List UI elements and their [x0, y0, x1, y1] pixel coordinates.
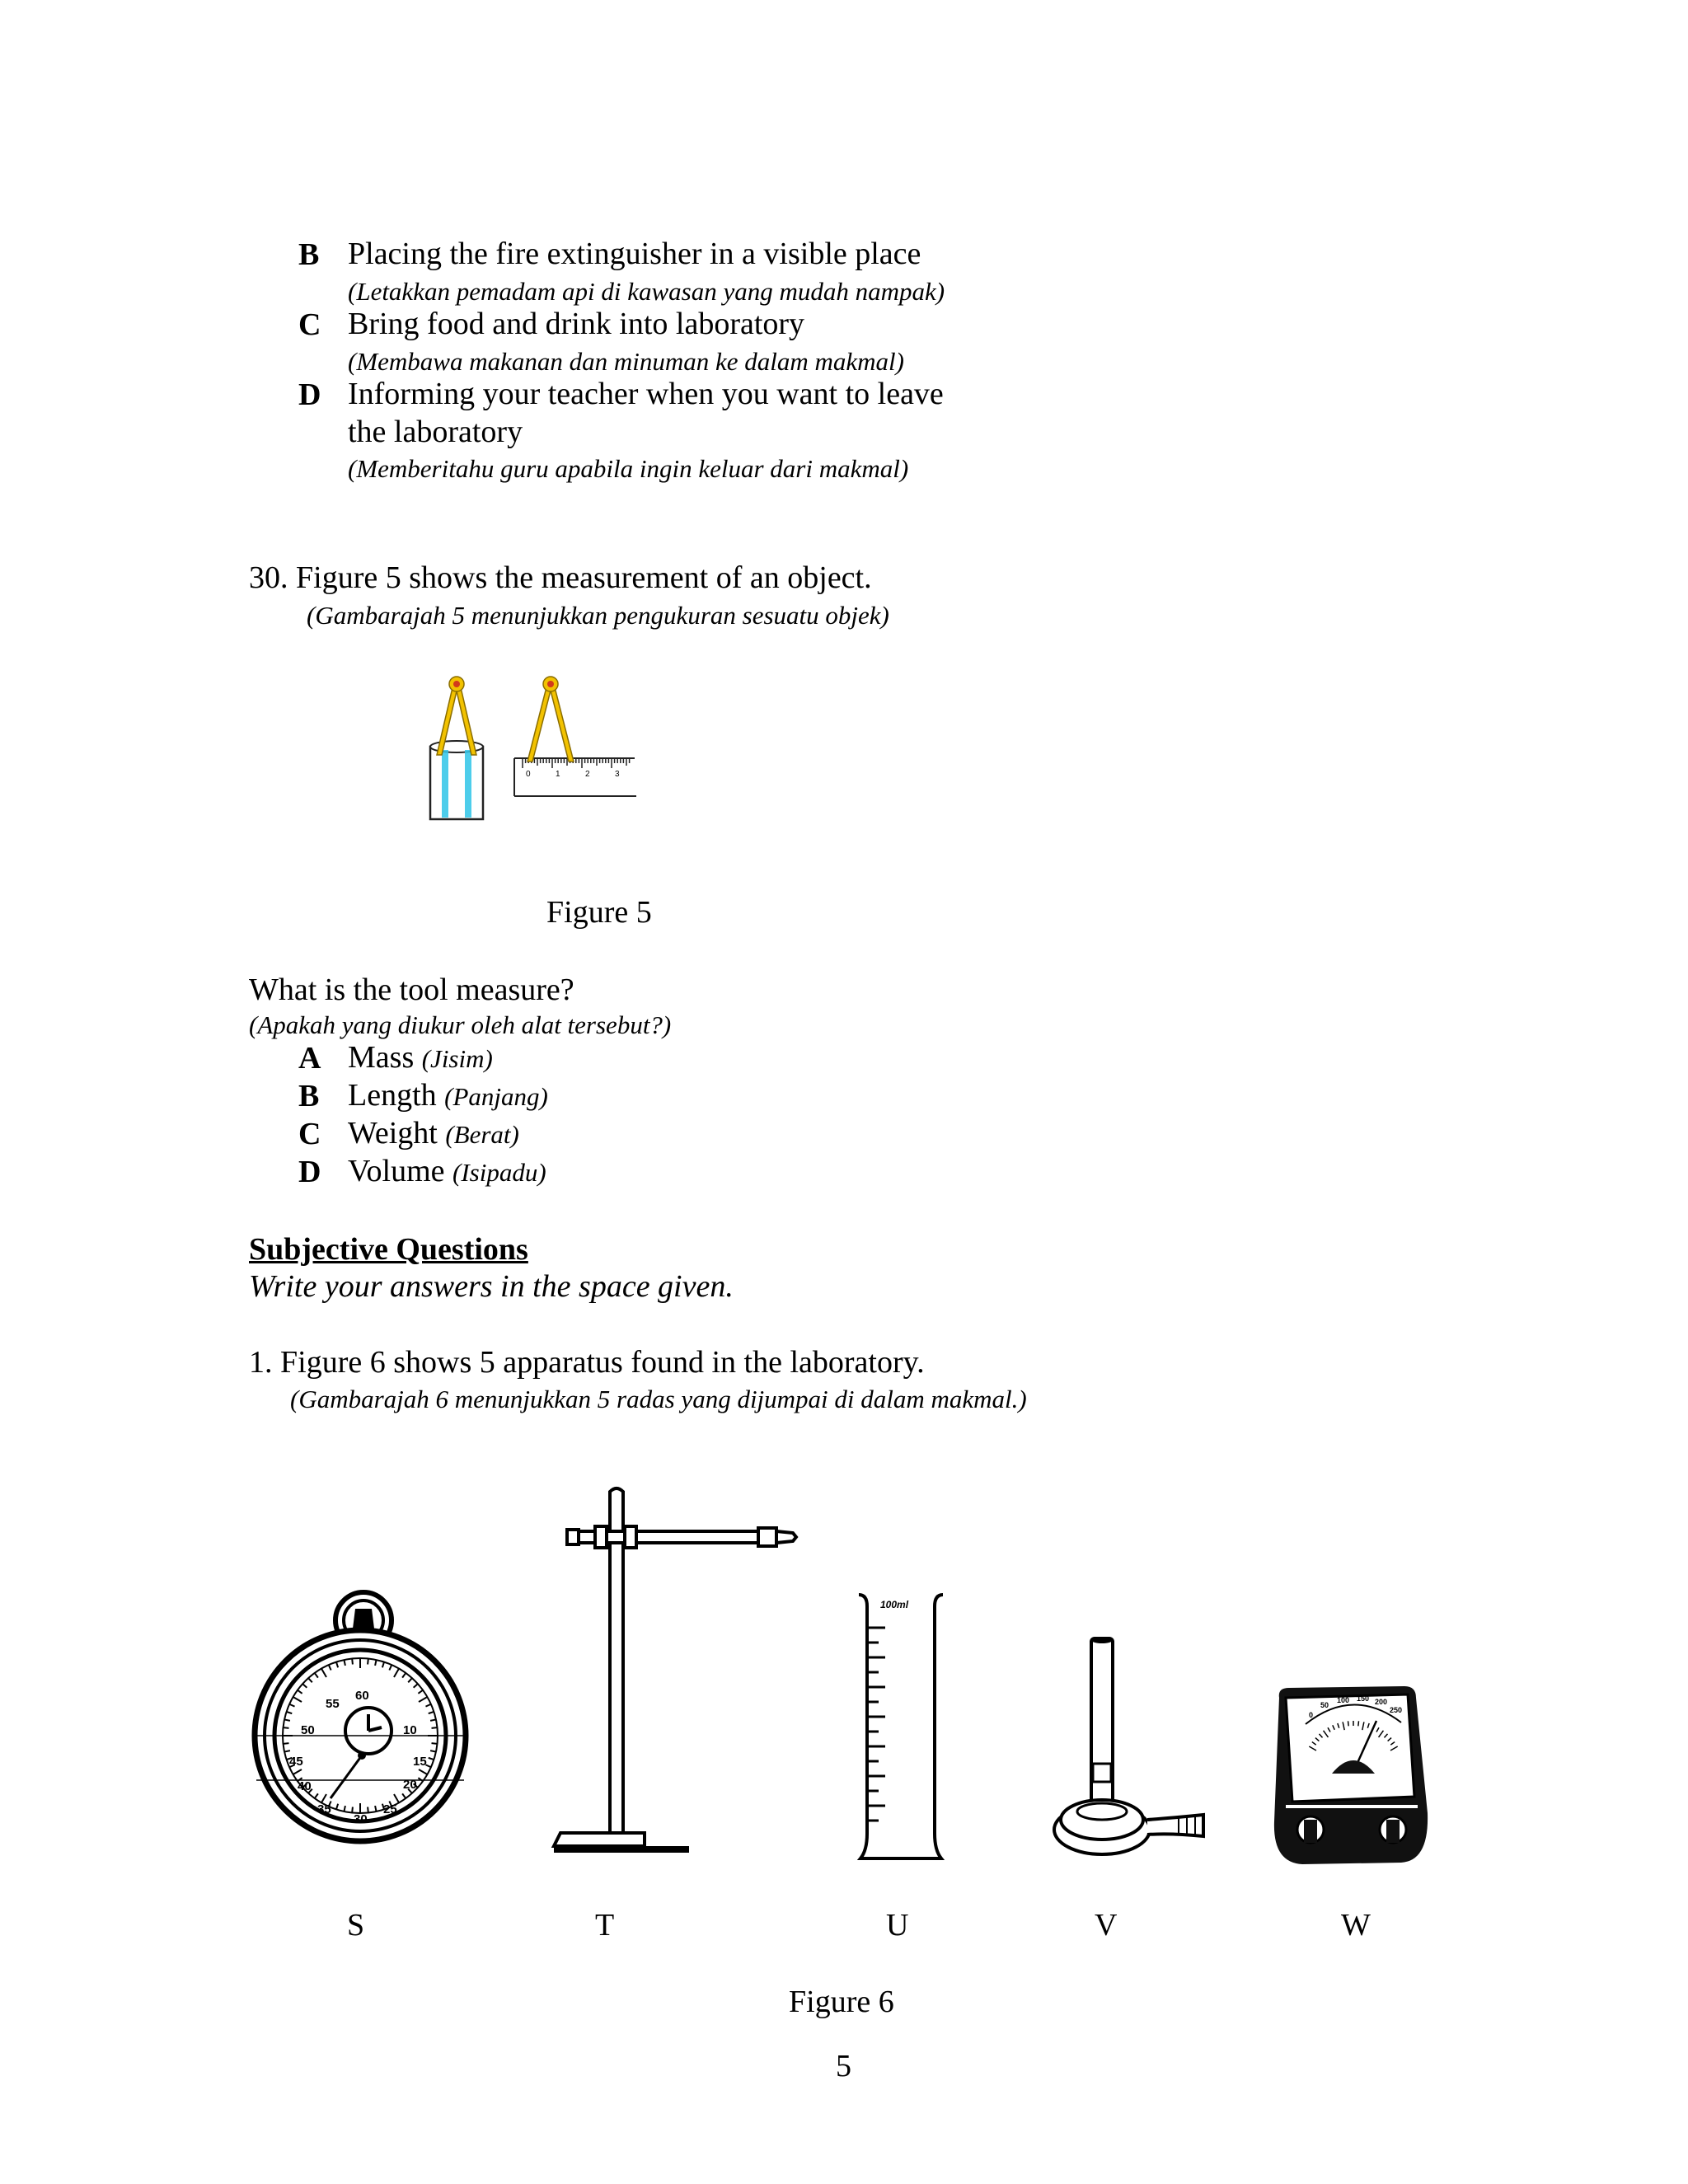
tick-mark: [432, 1743, 438, 1744]
apparatus-label-v: V: [1095, 1908, 1118, 1943]
option-letter: C: [298, 1117, 321, 1151]
option-letter: C: [298, 307, 321, 342]
figure-6-caption: Figure 6: [789, 1985, 894, 2019]
stopwatch-number: 10: [403, 1723, 417, 1737]
apparatus-label-w: W: [1341, 1908, 1371, 1943]
measuring-cylinder-illustration: [849, 1586, 964, 1867]
tick-mark: [284, 1743, 289, 1744]
tick-mark: [430, 1750, 436, 1751]
meter-scale-label: 100: [1337, 1696, 1350, 1704]
option-text-line2: the laboratory: [348, 415, 523, 449]
meter-scale-label: 50: [1320, 1701, 1329, 1709]
meter-scale-label: 250: [1390, 1706, 1403, 1714]
tick-mark: [352, 1659, 353, 1665]
tick-mark: [375, 1660, 376, 1666]
tick-mark: [284, 1719, 290, 1720]
option-text: Mass: [348, 1040, 415, 1075]
meter-scale-label: 200: [1375, 1698, 1388, 1706]
option-text: Volume: [348, 1154, 445, 1188]
q30-question: What is the tool measure?: [249, 972, 574, 1007]
apparatus-label-t: T: [595, 1908, 615, 1943]
meter-scale-label: 150: [1357, 1694, 1370, 1703]
tick-mark: [344, 1660, 345, 1666]
option-translation: (Panjang): [444, 1082, 548, 1111]
option-translation: (Letakkan pemadam api di kawasan yang mudah nampak): [348, 277, 945, 306]
meter-illustration: [1269, 1681, 1434, 1871]
tick-mark: [432, 1727, 438, 1728]
option-translation: (Membawa makanan dan minuman ke dalam makmal): [348, 347, 904, 376]
option-letter: A: [298, 1041, 321, 1076]
cylinder-label: 100ml: [880, 1599, 909, 1610]
option-text: Weight: [348, 1116, 438, 1151]
tick-mark: [344, 1806, 345, 1811]
figure-5-illustration: [412, 668, 651, 824]
stopwatch-illustration: [251, 1591, 474, 1838]
tick-mark: [352, 1807, 353, 1813]
option-letter: B: [298, 1079, 320, 1113]
subjective-instruction: Write your answers in the space given.: [249, 1269, 734, 1304]
q1-stem-translation: (Gambarajah 6 menunjukkan 5 radas yang dijumpai di dalam makmal.): [290, 1385, 1027, 1413]
page-number: 5: [836, 2049, 851, 2083]
apparatus-label-u: U: [886, 1908, 909, 1943]
option-translation: (Jisim): [421, 1044, 493, 1073]
stopwatch-number: 50: [301, 1723, 315, 1737]
tick-mark: [1358, 1721, 1359, 1726]
tick-mark: [1348, 1721, 1349, 1726]
option-letter: B: [298, 237, 320, 272]
option-letter: D: [298, 377, 321, 412]
q30-stem: 30. Figure 5 shows the measurement of an object.: [249, 560, 872, 595]
q30-stem-translation: (Gambarajah 5 menunjukkan pengukuran sesuatu objek): [307, 601, 889, 630]
ruler-tick-label: 0: [526, 770, 531, 779]
stopwatch-number: 35: [317, 1802, 331, 1816]
stopwatch-number: 55: [326, 1697, 340, 1711]
apparatus-label-s: S: [347, 1908, 365, 1943]
stopwatch-number: 15: [413, 1755, 427, 1769]
bunsen-burner-illustration: [1047, 1632, 1212, 1871]
caliper-right: [528, 677, 574, 762]
stopwatch-number: 60: [355, 1689, 369, 1703]
option-translation: (Berat): [445, 1120, 519, 1149]
stopwatch-number: 45: [289, 1755, 303, 1769]
q1-stem: 1. Figure 6 shows 5 apparatus found in the laboratory.: [249, 1345, 925, 1380]
stopwatch-number: 20: [403, 1778, 417, 1792]
tick-mark: [375, 1806, 376, 1811]
option-translation: (Isipadu): [452, 1158, 546, 1187]
option-text: Bring food and drink into laboratory: [348, 307, 805, 341]
stopwatch-number: 25: [383, 1802, 397, 1816]
option-translation: (Memberitahu guru apabila ingin keluar dari makmal): [348, 454, 909, 483]
q30-question-translation: (Apakah yang diukur oleh alat tersebut?): [249, 1010, 672, 1039]
ruler-tick-label: 2: [585, 770, 590, 779]
ruler-tick-label: 3: [615, 770, 620, 779]
stopwatch-number: 30: [354, 1812, 368, 1826]
ruler: [514, 758, 636, 796]
option-letter: D: [298, 1155, 321, 1189]
meter-scale-label: 0: [1309, 1711, 1314, 1719]
ruler-tick-label: 1: [556, 770, 560, 779]
tick-mark: [284, 1727, 289, 1728]
figure-5-caption: Figure 5: [546, 895, 652, 930]
subjective-heading: Subjective Questions: [249, 1232, 528, 1267]
retort-stand-illustration: [544, 1483, 808, 1871]
option-text: Placing the fire extinguisher in a visible place: [348, 237, 921, 271]
tick-mark: [430, 1719, 436, 1720]
option-text-line1: Informing your teacher when you want to leave: [348, 377, 944, 411]
option-text: Length: [348, 1078, 437, 1113]
tick-mark: [284, 1750, 290, 1751]
stopwatch-number: 40: [298, 1779, 312, 1793]
